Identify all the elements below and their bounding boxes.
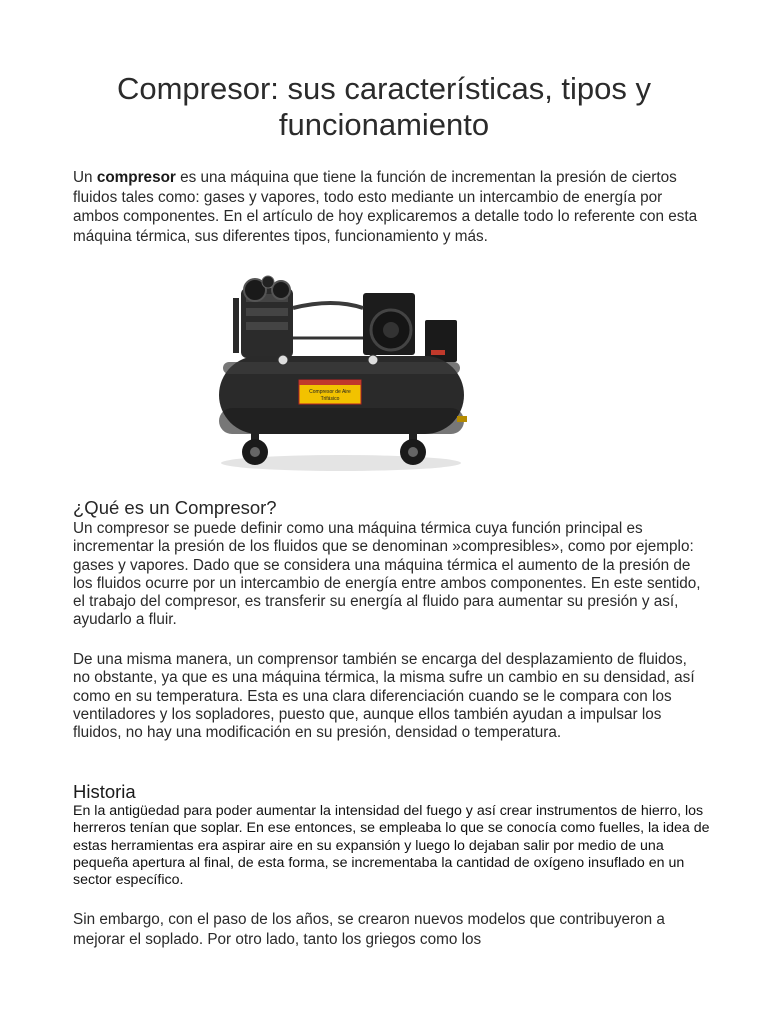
air-compressor-image <box>213 268 475 474</box>
section-heading-que-es: ¿Qué es un Compresor? <box>73 497 277 518</box>
compressor-label-line1: Compresor de Aire <box>309 389 351 395</box>
compressor-label-line2: Trifásico <box>320 396 340 402</box>
section1-paragraph-2: De una misma manera, un comprensor también se encarga del desplazamiento de fluidos, no obstante, ya que es una máquina térmica, la misma sufre un cambio en su densidad, así como en su temperatura. Esta es una clara diferenciación cuando se le compara con los ventiladores y los sopladores, puesto que, aunque ellos también ayudan a impulsar los fluidos, no hay una modificación en su presión, densidad o temperatura. <box>73 651 695 742</box>
intro-lead: Un <box>73 169 97 186</box>
section2-paragraph-2: Sin embargo, con el paso de los años, se crearon nuevos modelos que contribuyeron a mejorar el soplado. Por otro lado, tanto los griegos como los <box>73 911 665 948</box>
section1-paragraph-1: Un compresor se puede definir como una máquina térmica cuya función principal es incrementar la presión de los fluidos que se denominan »compresibles», como por ejemplo: gases y vapores. Dado que se considera una máquina térmica el aumento de la presión de los fluidos ocurre por un intercambio de energía entre ambos componentes. En este sentido, el trabajo del compresor, es transferir su energía al fluido para aumentar su presión y así, ayudarlo a fluir. <box>73 520 701 629</box>
intro-bold-term: compresor <box>96 169 176 186</box>
intro-paragraph <box>73 168 703 247</box>
intro-rest: es una máquina que tiene la función de incrementan la presión de ciertos fluidos tales como: gases y vapores, todo esto mediante un intercambio de energía por ambos componentes. En el artículo de hoy explicaremos a detalle todo lo referente con esta máquina térmica, sus diferentes tipos, funcionamiento y más. <box>73 169 698 246</box>
section2-paragraph-1: En la antigüedad para poder aumentar la intensidad del fuego y así crear instrumentos de hierro, los herreros tenían que soplar. En ese entonces, se empleaba lo que se conocía como fuelles, la idea de estas herramientas era aspirar aire en su expansión y luego lo dejaban salir por medio de una pequeña apertura al final, de esta forma, se incrementaba la cantidad de oxígeno insuflado en un sector específico. <box>73 803 710 889</box>
page-title: Compresor: sus características, tipos y funcionamiento <box>116 71 652 142</box>
section-heading-historia: Historia <box>73 781 136 802</box>
